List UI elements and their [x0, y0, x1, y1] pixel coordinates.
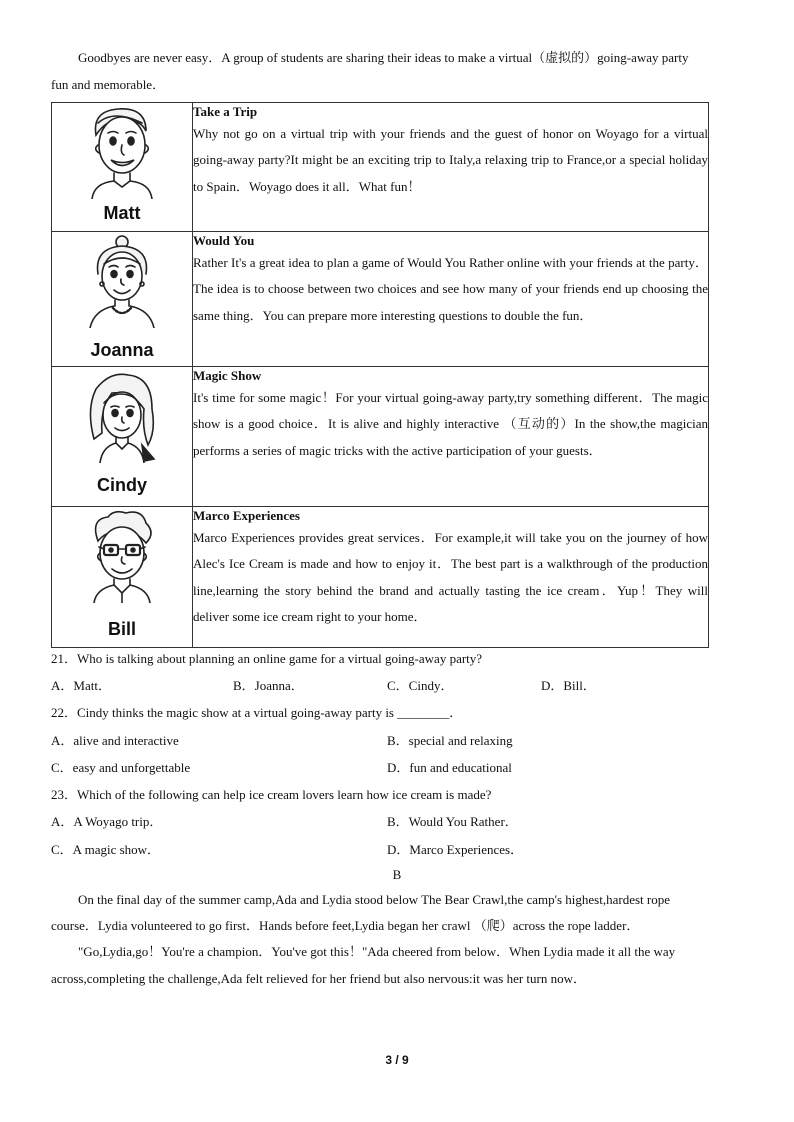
question-22-option-c[interactable]: C．easy and unforgettable	[51, 760, 191, 775]
profiles-table	[51, 102, 709, 648]
idea-title: Would You	[193, 233, 255, 248]
question-23-option-b[interactable]: B．Would You Rather．	[387, 814, 518, 829]
boy-with-glasses-portrait-icon	[84, 509, 160, 603]
question-23-stem: 23．Which of the following can help ice cream lovers learn how ice cream is made?	[51, 787, 492, 802]
idea-title: Marco Experiences	[193, 508, 300, 523]
curly-hair-girl-portrait-icon	[84, 369, 160, 463]
portrait-cell	[52, 507, 193, 648]
question-21-option-a[interactable]: A．Matt．	[51, 678, 111, 693]
person-name: Cindy	[96, 475, 147, 495]
idea-text: Marco Experiences provides great services．For example,it will take you on the journey of how Alec's Ice Cream is made and how to enjoy it．The best part is a walkthrough of the production line,learning the story behind the brand and actually tasting the ice cream．Yup！They will deliver some ice cream right to your home．	[193, 530, 708, 625]
intro-line-1: Goodbyes are never easy．A group of students are sharing their ideas to make a virtual（虚拟的）going-away party	[78, 50, 689, 65]
idea-cell	[193, 367, 709, 507]
idea-text: Why not go on a virtual trip with your friends and the guest of honor on Woyago for a virtual going-away party?It might be an exciting trip to Italy,a relaxing trip to France,or a special holiday to Spain．Woyago does it all．What fun！	[193, 126, 708, 194]
idea-cell	[193, 103, 709, 232]
intro-line-2: fun and memorable．	[51, 77, 166, 92]
question-21-stem: 21．Who is talking about planning an online game for a virtual going-away party?	[51, 651, 483, 666]
idea-cell	[193, 507, 709, 648]
passage-b-line-1: On the final day of the summer camp,Ada and Lydia stood below The Bear Crawl,the camp's highest,hardest rope	[78, 892, 670, 907]
passage-b-line-2: course．Lydia volunteered to go first．Hands before feet,Lydia began her crawl （爬）across the rope ladder．	[51, 918, 640, 933]
idea-title: Take a Trip	[193, 104, 258, 119]
passage-b-line-3: "Go,Lydia,go！You're a champion．You've got this！"Ada cheered from below．When Lydia made it all the way	[78, 944, 676, 959]
question-22-option-d[interactable]: D．fun and educational	[387, 760, 512, 775]
person-name: Matt	[103, 203, 141, 223]
profile-row-matt	[52, 103, 709, 232]
profile-row-joanna	[52, 232, 709, 367]
portrait-cell	[52, 232, 193, 367]
question-23-option-d[interactable]: D．Marco Experiences．	[387, 842, 524, 857]
question-22-option-a[interactable]: A．alive and interactive	[51, 733, 179, 748]
portrait-cell	[52, 103, 193, 232]
question-21-option-d[interactable]: D．Bill．	[541, 678, 596, 693]
portrait-cell	[52, 367, 193, 507]
section-b-label: B	[392, 867, 402, 882]
question-21-option-b[interactable]: B．Joanna．	[233, 678, 304, 693]
idea-cell	[193, 232, 709, 367]
question-22-option-b[interactable]: B．special and relaxing	[387, 733, 513, 748]
question-23-option-c[interactable]: C．A magic show．	[51, 842, 161, 857]
profile-row-bill	[52, 507, 709, 648]
boy-portrait-icon	[84, 105, 160, 199]
person-name: Joanna	[90, 340, 154, 360]
person-name: Bill	[107, 619, 136, 639]
idea-text: Rather It's a great idea to plan a game of Would You Rather online with your friends at the party．The idea is to choose between two choices and see how many of your friends end up choosing the same thing．You can prepare more interesting questions to double the fun．	[193, 255, 708, 323]
idea-text: It's time for some magic！For your virtual going-away party,try something different．The magic show is a good choice．It is alive and highly interactive （互动的）In the show,the magician performs a series of magic tricks with the active participation of your guests．	[193, 390, 708, 458]
girl-portrait-icon	[84, 234, 160, 328]
profile-row-cindy	[52, 367, 709, 507]
question-22-stem: 22．Cindy thinks the magic show at a virtual going-away party is ________．	[51, 705, 463, 720]
question-21-option-c[interactable]: C．Cindy．	[387, 678, 454, 693]
question-23-option-a[interactable]: A．A Woyago trip．	[51, 814, 163, 829]
passage-b-line-4: across,completing the challenge,Ada felt relieved for her friend but also nervous:it was her turn now．	[51, 971, 586, 986]
page-number: 3 / 9	[385, 1053, 409, 1067]
idea-title: Magic Show	[193, 368, 262, 383]
